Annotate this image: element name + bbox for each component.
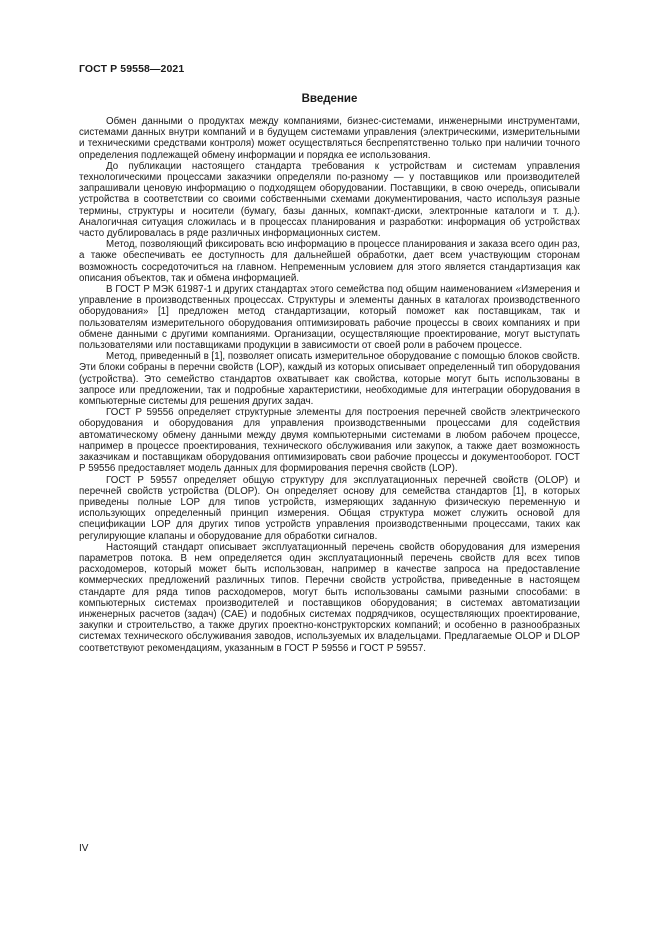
paragraph: Настоящий стандарт описывает эксплуатационный перечень свойств оборудования для измерения параметров потока. В нем определяется один эксплуатационный перечень свойств для всех типов расходомеров, который может быть использован, например в качестве запроса на предоставление коммерческих предложений различных типов. Перечни свойств устройства, приведенные в настоящем стандарте для ряда типов расходомеров, могут быть использованы самыми разными способами: в компьютерных системах производителей и поставщиков оборудования; в системах автоматизации инженерных расчетов (задач) (CAE) и подобных системах подрядчиков, осуществляющих проектирование, закупки и строительство, а также других проектно-конструкторских компаний; и особенно в разнообразных системах технического обслуживания заводов, используемых их владельцами. Предлагаемые OLOP и DLOP соответствуют рекомендациям, указанным в ГОСТ Р 59556 и ГОСТ Р 59557. bbox=[79, 541, 580, 654]
introduction-body bbox=[79, 116, 580, 654]
paragraph: Метод, позволяющий фиксировать всю информацию в процессе планирования и заказа всего один раз, а также обеспечивать ее доступность для дальнейшей обработки, дает всем участвующим сторонам возможность сосредоточиться на главном. Непременным условием для этого является стандартизация как описания объектов, так и обмена информацией. bbox=[79, 239, 580, 284]
page-number: IV bbox=[79, 843, 89, 854]
paragraph: Метод, приведенный в [1], позволяет описать измерительное оборудование с помощью блоков свойств. Эти блоки собраны в перечни свойств (LOP), каждый из которых описывает определенный тип оборудования (устройства). Это семейство стандартов охватывает как свойства, которые могут быть использованы в запросе или предложении, так и подробные характеристики, необходимые для интеграции оборудования в компьютерные системы для решения других задач. bbox=[79, 351, 580, 408]
section-title: Введение bbox=[301, 93, 358, 105]
paragraph: В ГОСТ Р МЭК 61987-1 и других стандартах этого семейства под общим наименованием «Измерения и управление в производственных процессах. Структуры и элементы данных в каталогах производственного оборудования» [1] предложен метод стандартизации, который поможет как поставщикам, так и пользователям измерительного оборудования оптимизировать рабочие процессы в своих компаниях и при обмене данными с другими компаниями. Организации, осуществляющие проектирование, могут выступать пользователями или поставщиками продукции в зависимости от своей роли в рабочем процессе. bbox=[79, 284, 580, 352]
paragraph: Обмен данными о продуктах между компаниями, бизнес-системами, инженерными инструментами, системами данных внутри компаний и в будущем системами управления (электрическими, измерительными и техническими средствами контроля) может осуществляться беспрепятственно только при наличии точного определения подлежащей обмену информации и порядка ее использования. bbox=[79, 116, 580, 161]
standard-designation: ГОСТ Р 59558—2021 bbox=[79, 63, 185, 75]
paragraph: До публикации настоящего стандарта требования к устройствам и системам управления технологическими процессами заказчики определяли по-разному — у поставщиков или производителей запрашивали ценовую информацию о подходящем оборудовании. Поставщики, в свою очередь, описывали устройства в соответствии со своими собственными схемами документирования, часто используя разные термины, структуры и носители (бумагу, базы данных, компакт-диски, электронные каталоги и т. д.). Аналогичная ситуация сложилась и в процессах планирования и разработки: информация об устройствах часто дублировалась в ряде различных информационных систем. bbox=[79, 160, 580, 240]
paragraph: ГОСТ Р 59557 определяет общую структуру для эксплуатационных перечней свойств (OLOP) и перечней свойств устройства (DLOP). Он определяет основу для семейства стандартов [1], в которых приведены полные LOP для типов устройств, измеряющих заданную физическую переменную и использующих определенный принцип измерения. Общая структура может служить основой для спецификации LOP для других типов устройств управления производственными процессами, таких как регулирующие клапаны и оборудование для обработки сигналов. bbox=[79, 474, 580, 542]
paragraph: ГОСТ Р 59556 определяет структурные элементы для построения перечней свойств электрического оборудования и оборудования для управления производственными процессами для содействия автоматическому обмену данными между двумя компьютерными системами в любом рабочем процессе, например в процессе проектирования, технического обслуживания или закупок, а также дает возможность заказчикам и поставщикам оборудования оптимизировать свои рабочие процессы и документооборот. ГОСТ Р 59556 предоставляет модель данных для формирования перечня свойств (LOP). bbox=[79, 407, 580, 475]
